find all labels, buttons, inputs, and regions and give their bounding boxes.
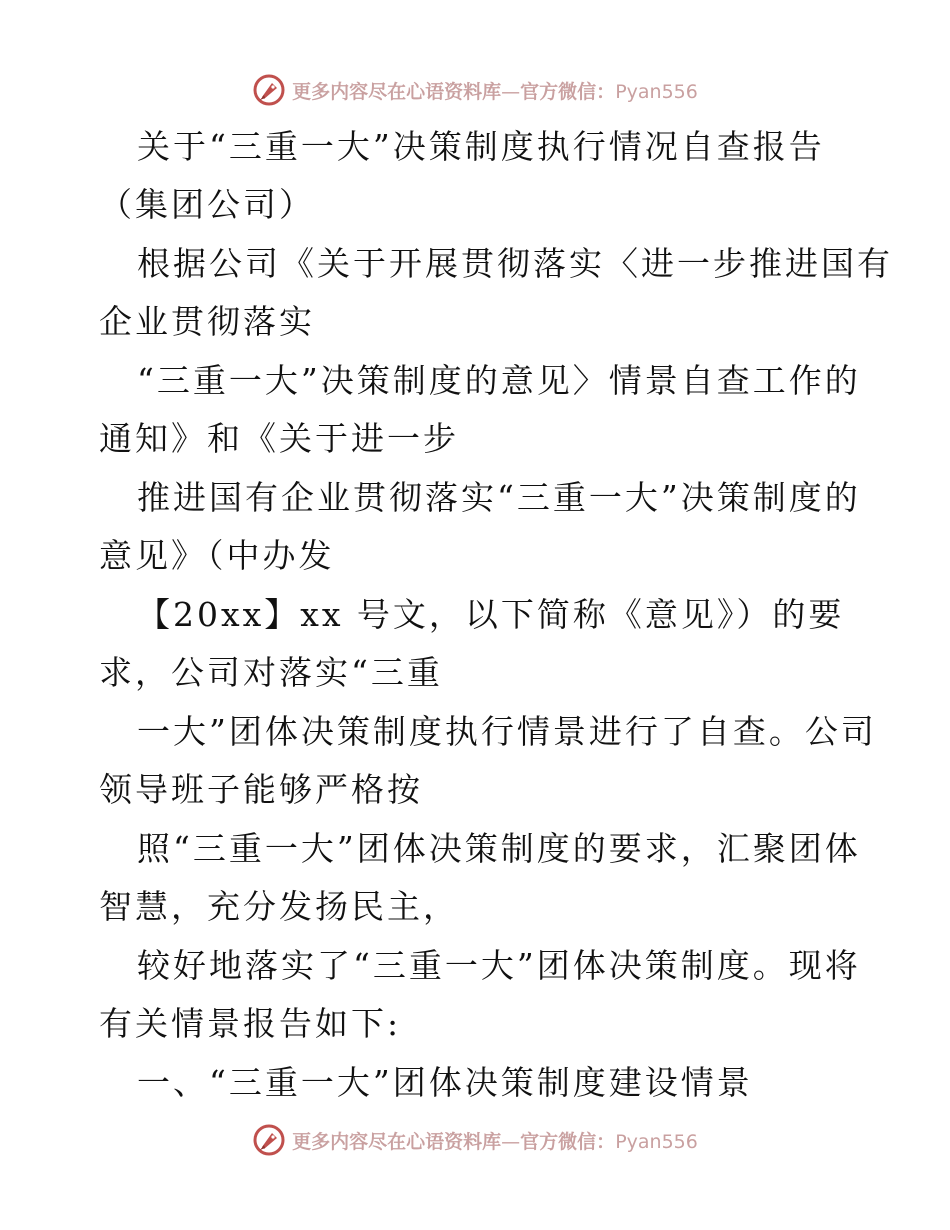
paragraph-line: 企业贯彻落实 (99, 302, 315, 341)
footer-brand-text: 更多内容尽在心语资料库 (292, 1130, 502, 1153)
footer-watermark (252, 1123, 698, 1157)
paragraph-line: 一大”团体决策制度执行情景进行了自查。公司 (137, 712, 877, 751)
paragraph-line: 【20xx】xx 号文，以下简称《意见》）的要 (137, 595, 845, 634)
header-brand-text: 更多内容尽在心语资料库 (292, 80, 502, 103)
paragraph-line: 智慧，充分发扬民主， (99, 887, 459, 926)
report-subtitle: （集团公司） (99, 185, 315, 224)
footer-wechat-label: 官方微信： (520, 1130, 616, 1153)
pen-nib-logo-icon (252, 1123, 286, 1157)
header-wechat-label: 官方微信： (520, 80, 616, 103)
paragraph-line: 推进国有企业贯彻落实“三重一大”决策制度的 (137, 478, 861, 517)
page-footer-banner (0, 1120, 950, 1160)
paragraph-line: 领导班子能够严格按 (99, 770, 423, 809)
footer-separator: — (501, 1130, 521, 1153)
paragraph-line: 较好地落实了“三重一大”团体决策制度。现将 (137, 946, 861, 985)
report-title: 关于“三重一大”决策制度执行情况自查报告 (137, 127, 825, 166)
footer-wechat-id: Pyan556 (615, 1130, 698, 1153)
paragraph-line: 根据公司《关于开展贯彻落实〈进一步推进国有 (137, 244, 893, 283)
paragraph-line: 通知》和《关于进一步 (99, 419, 459, 458)
paragraph-line: 求，公司对落实“三重 (99, 653, 443, 692)
paragraph-line: 有关情景报告如下: (99, 1004, 402, 1043)
header-separator: — (501, 80, 521, 103)
paragraph-line: 照“三重一大”团体决策制度的要求，汇聚团体 (137, 829, 861, 868)
paragraph-line: 意见》（中办发 (99, 536, 335, 575)
paragraph-line: “三重一大”决策制度的意见〉情景自查工作的 (137, 361, 861, 400)
header-wechat-id: Pyan556 (615, 80, 698, 103)
section-heading: 一、“三重一大”团体决策制度建设情景 (137, 1063, 753, 1102)
